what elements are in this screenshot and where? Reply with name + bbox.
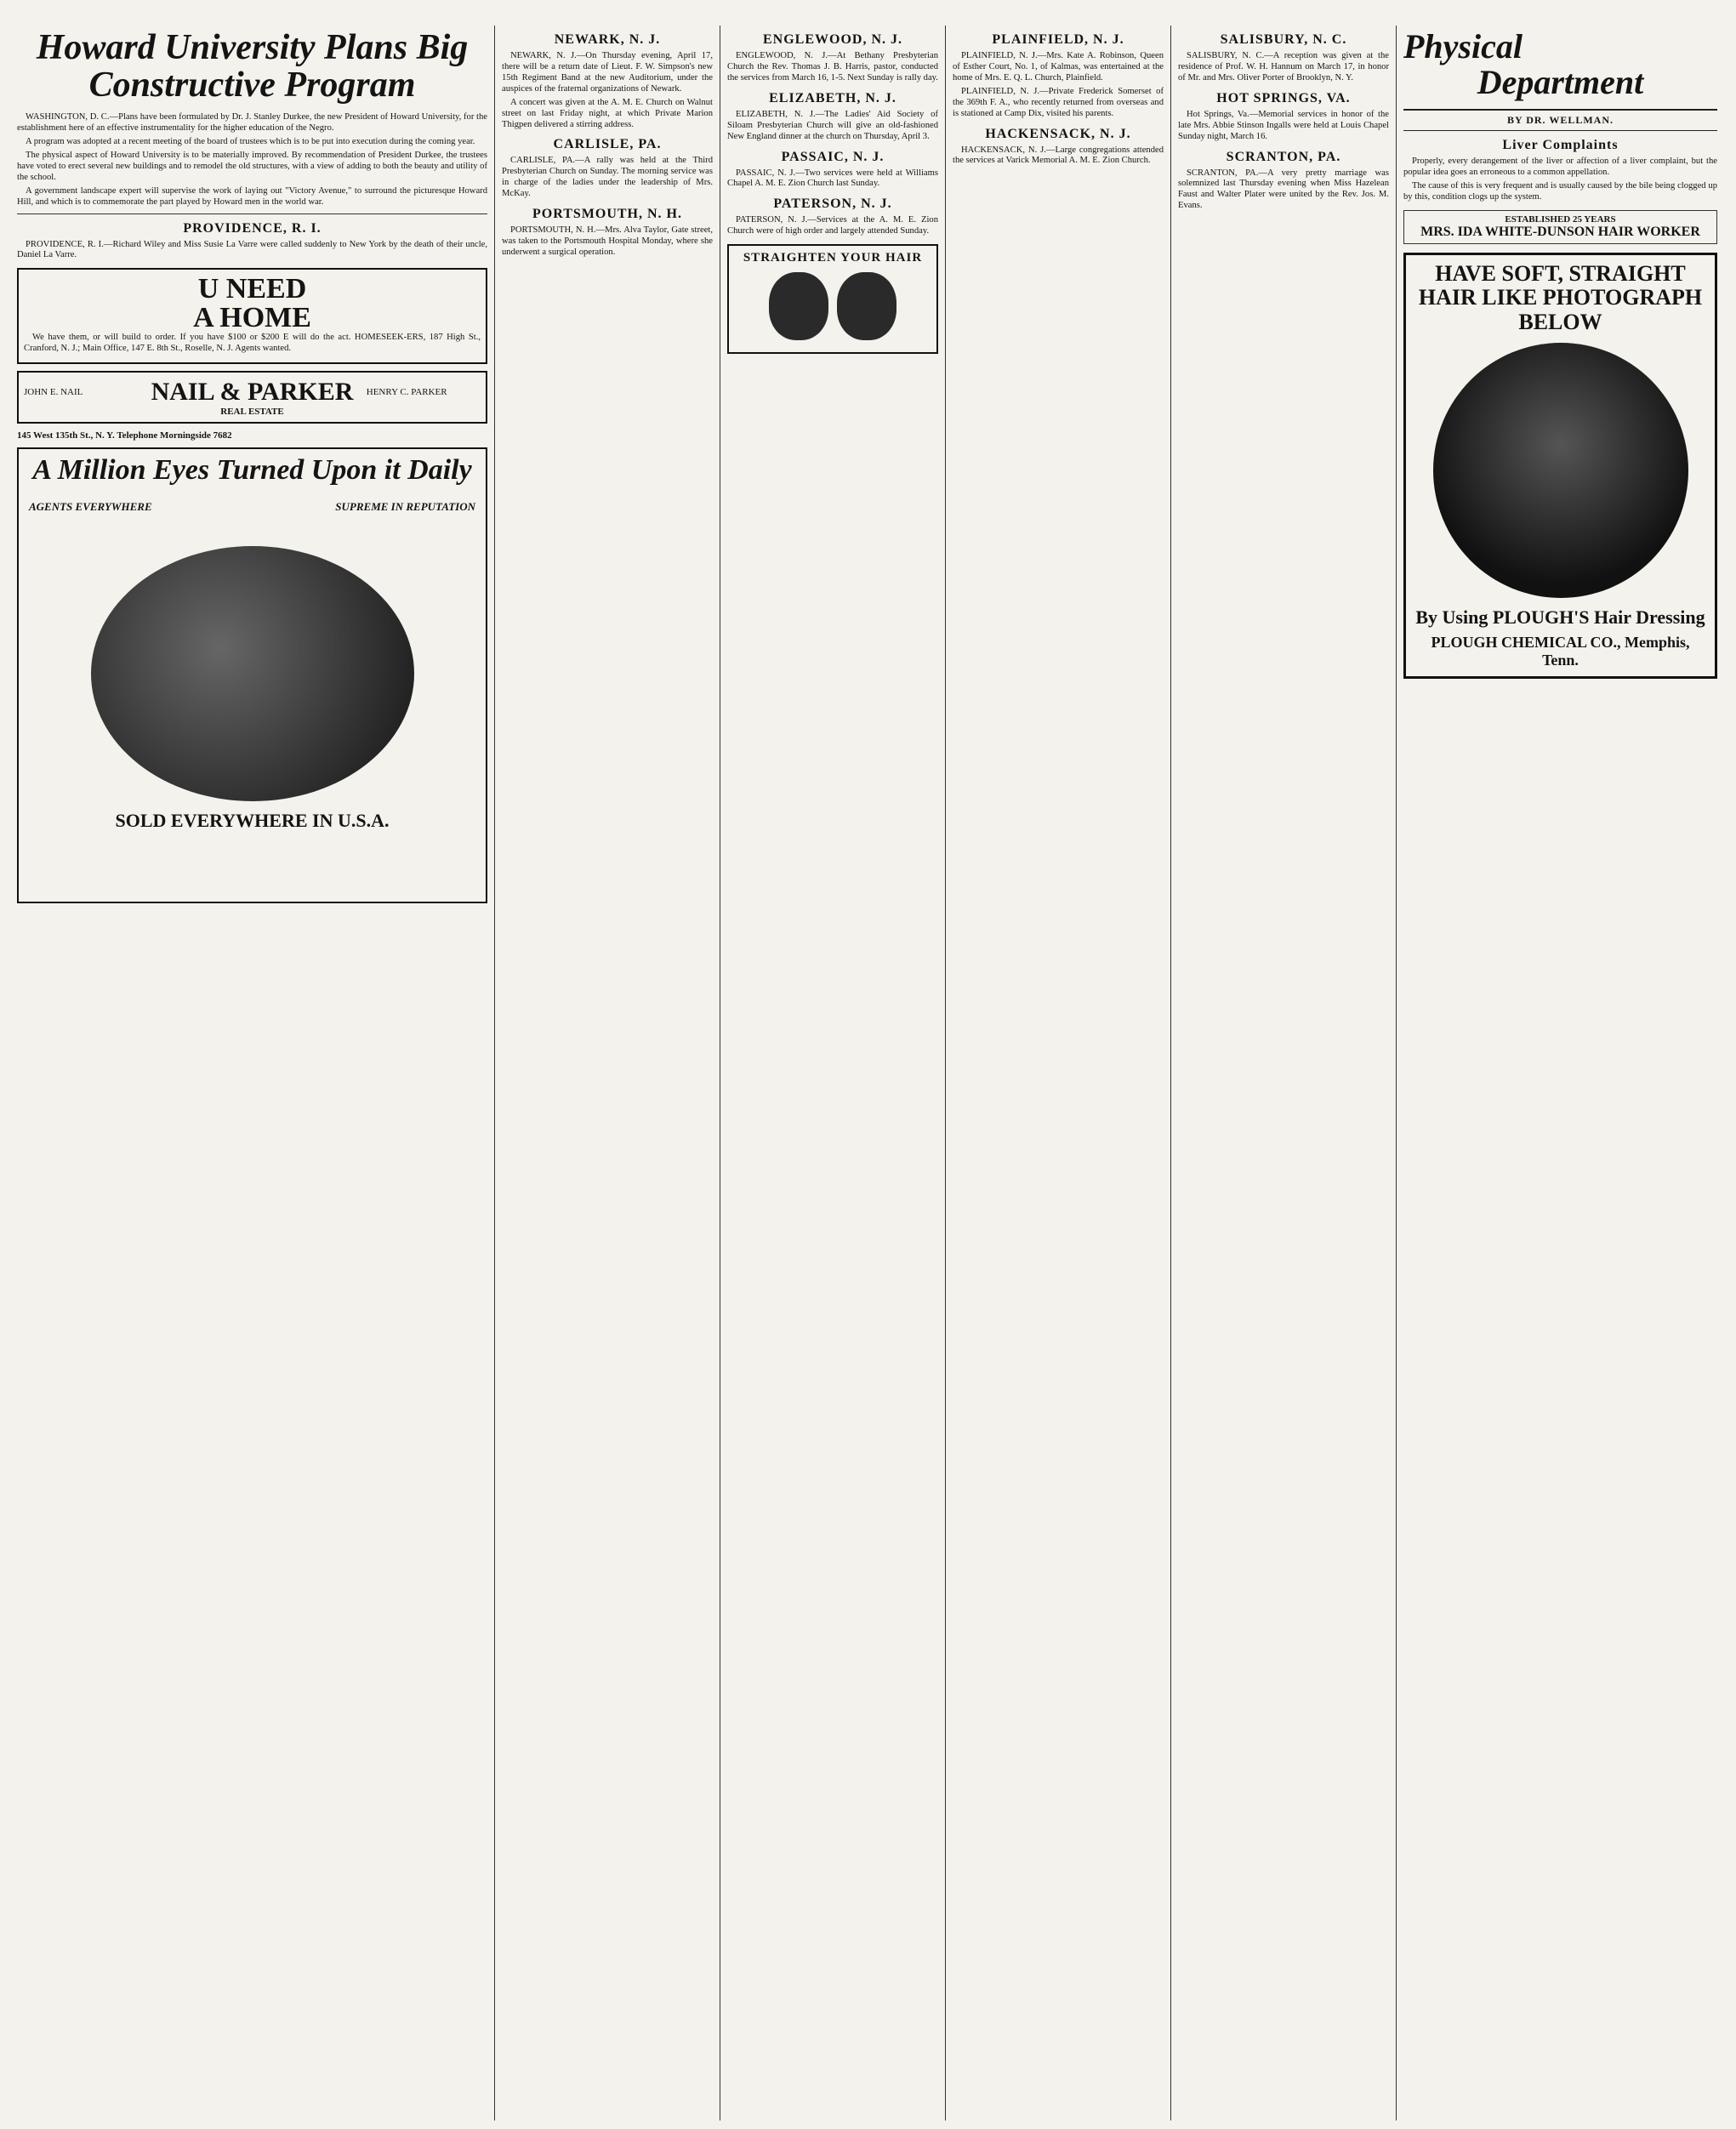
salisbury-text: SALISBURY, N. C.—A reception was given at the residence of Prof. W. H. Hannum on March 17, in honor of Mr. and Mrs. Oliver Porter of Brooklyn, N. Y. <box>1178 51 1389 83</box>
home-ad <box>17 268 487 364</box>
salisbury-heading: SALISBURY, N. C. <box>1220 32 1347 47</box>
column-3 <box>720 26 946 2120</box>
million-title: A Million Eyes Turned Upon it Daily <box>32 454 472 487</box>
column-6 <box>1397 26 1724 2120</box>
paragraph: WASHINGTON, D. C.—Plans have been formulated by Dr. J. Stanley Durkee, the new President of Howard University, for the establishment here of an effective instrumentality for the higher education of the Negro. <box>17 112 487 134</box>
woman-image <box>1433 343 1688 598</box>
elizabeth-heading: ELIZABETH, N. J. <box>769 90 896 105</box>
byline: BY DR. WELLMAN. <box>1403 109 1717 131</box>
straighten-ad <box>727 244 938 354</box>
wh-head: ESTABLISHED 25 YEARS <box>1505 213 1616 225</box>
hackensack-text: HACKENSACK, N. J.—Large congregations attended the services at Varick Memorial A. M. E. Zion Church. <box>953 145 1164 166</box>
englewood-heading: ENGLEWOOD, N. J. <box>762 32 902 47</box>
carlisle-heading: CARLISLE, PA. <box>553 137 662 152</box>
department-heading: Department <box>1477 63 1644 101</box>
home-ad-title-2: A HOME <box>193 302 311 334</box>
plough-title: HAVE SOFT, STRAIGHT HAIR LIKE PHOTOGRAPH BELOW <box>1418 260 1703 334</box>
scranton-text: SCRANTON, PA.—A very pretty marriage was solemnized last Thursday evening when Miss Hazelean Faust and Walter Plater were united by the Rev. Jos. M. Evans. <box>1178 168 1389 211</box>
sold-everywhere: SOLD EVERYWHERE IN U.S.A. <box>115 810 390 832</box>
plough-ad <box>1403 253 1717 680</box>
face-image <box>837 272 896 340</box>
portsmouth-heading: PORTSMOUTH, N. H. <box>532 207 682 222</box>
liver-heading: Liver Complaints <box>1502 138 1619 152</box>
providence-heading: PROVIDENCE, R. I. <box>183 220 322 236</box>
hot-springs-heading: HOT SPRINGS, VA. <box>1216 90 1351 105</box>
plainfield-heading: PLAINFIELD, N. J. <box>992 32 1124 47</box>
paterson-text: PATERSON, N. J.—Services at the A. M. E. Zion Church were of high order and largely attended Sunday. <box>727 215 938 236</box>
portsmouth-text: PORTSMOUTH, N. H.—Mrs. Alva Taylor, Gate street, was taken to the Portsmouth Hospital Monday, where she underwent a surgical operation. <box>502 225 713 257</box>
nail-address: 145 West 135th St., N. Y. Telephone Morningside 7682 <box>17 430 232 441</box>
plough-company: PLOUGH CHEMICAL CO., Memphis, Tenn. <box>1431 634 1690 669</box>
plainfield-text-2: PLAINFIELD, N. J.—Private Frederick Somerset of the 369th F. A., who recently returned from overseas and is stationed at Camp Dix, visited his parents. <box>953 86 1164 118</box>
passaic-heading: PASSAIC, N. J. <box>781 149 885 164</box>
paterson-heading: PATERSON, N. J. <box>773 196 892 212</box>
newark-heading: NEWARK, N. J. <box>554 32 661 47</box>
liver-text: Properly, every derangement of the liver or affection of a liver complaint, but the popular idea goes an erroneous to a common appellation. <box>1403 157 1717 177</box>
newark-text-2: A concert was given at the A. M. E. Church on Walnut street on last Friday night, at which Private Marion Thigpen delivered a stirring address. <box>502 97 713 129</box>
face-image <box>769 272 828 340</box>
scranton-heading: SCRANTON, PA. <box>1226 149 1341 164</box>
column-4 <box>946 26 1171 2120</box>
agents-label: AGENTS EVERYWHERE <box>29 500 152 514</box>
elizabeth-text: ELIZABETH, N. J.—The Ladies' Aid Society of Siloam Presbyterian Church will give an old-fashioned New England dinner at the church on Thursday, April 3. <box>727 109 938 141</box>
hair-worker-ad <box>1403 210 1717 244</box>
plainfield-text: PLAINFIELD, N. J.—Mrs. Kate A. Robinson, Queen of Esther Court, No. 1, of Kalmas, was entertained at the home of Mrs. E. Q. L. Church, Plainfield. <box>953 51 1164 83</box>
wh-name: MRS. IDA WHITE-DUNSON HAIR WORKER <box>1420 224 1700 239</box>
home-ad-title-1: U NEED <box>197 273 307 305</box>
hackensack-heading: HACKENSACK, N. J. <box>985 126 1131 141</box>
straighten-title: STRAIGHTEN YOUR HAIR <box>743 251 923 265</box>
carlisle-text: CARLISLE, PA.—A rally was held at the Third Presbyterian Church on Sunday. The morning service was in charge of the ladies under the leadership of Mrs. McKay. <box>502 156 713 199</box>
nail-left: JOHN E. NAIL <box>24 387 83 398</box>
physical-heading: Physical <box>1403 27 1523 65</box>
globe-image <box>91 546 414 801</box>
paragraph: The physical aspect of Howard University is to be materially improved. By recommendation of President Durkee, the trustees have voted to erect several new buildings and to remodel the old structures, with a view of adding to both the beauty and utility of the school. <box>17 150 487 182</box>
hair-grower-ad <box>17 447 487 903</box>
paragraph: A government landscape expert will supervise the work of laying out "Victory Avenue," to surround the picturesque Howard Hill, and which is to commemorate the part played by Howard men in the world war. <box>17 185 487 207</box>
howard-headline: Howard University Plans Big Constructive Program <box>36 28 469 105</box>
column-5 <box>1171 26 1397 2120</box>
column-1 <box>10 26 495 2120</box>
nail-name: NAIL & PARKER <box>151 378 354 407</box>
passaic-text: PASSAIC, N. J.—Two services were held at Williams Chapel A. M. E. Zion Church last Sunday. <box>727 168 938 189</box>
nail-sub: REAL ESTATE <box>220 407 284 418</box>
newark-text: NEWARK, N. J.—On Thursday evening, April 17, there will be a return date of Lieut. F. W. Simpson's new 15th Regiment Band at the new Auditorium, under the auspices of the fraternal organizations of Newark. <box>502 51 713 94</box>
hot-springs-text: Hot Springs, Va.—Memorial services in honor of the late Mrs. Abbie Stinson Ingalls were held at Louis Chapel Sunday night, March 16. <box>1178 109 1389 141</box>
nail-parker-ad <box>17 371 487 424</box>
supreme-label: SUPREME IN REPUTATION <box>335 500 475 514</box>
paragraph: A program was adopted at a recent meeting of the board of trustees which is to be put into execution during the coming year. <box>26 137 475 147</box>
nail-right: HENRY C. PARKER <box>366 387 447 398</box>
providence-text: PROVIDENCE, R. I.—Richard Wiley and Miss Susie La Varre were called suddenly to New York by the death of their uncle, Daniel La Varre. <box>17 239 487 260</box>
englewood-text: ENGLEWOOD, N. J.—At Bethany Presbyterian Church the Rev. Thomas J. B. Harris, pastor, conducted the services from March 16, 1-5. Next Sunday is rally day. <box>727 51 938 83</box>
plough-tagline: By Using PLOUGH'S Hair Dressing <box>1415 606 1705 629</box>
liver-text-2: The cause of this is very frequent and is usually caused by the bile being clogged up by this, condition clogs up the system. <box>1403 180 1717 202</box>
column-2 <box>495 26 720 2120</box>
home-ad-text: We have them, or will build to order. If you have $100 or $200 E will do the act. HOMESEEK-ERS, 187 High St., Cranford, N. J.; Main Office, 147 E. 8th St., Roselle, N. J. Agents wanted. <box>24 333 481 354</box>
